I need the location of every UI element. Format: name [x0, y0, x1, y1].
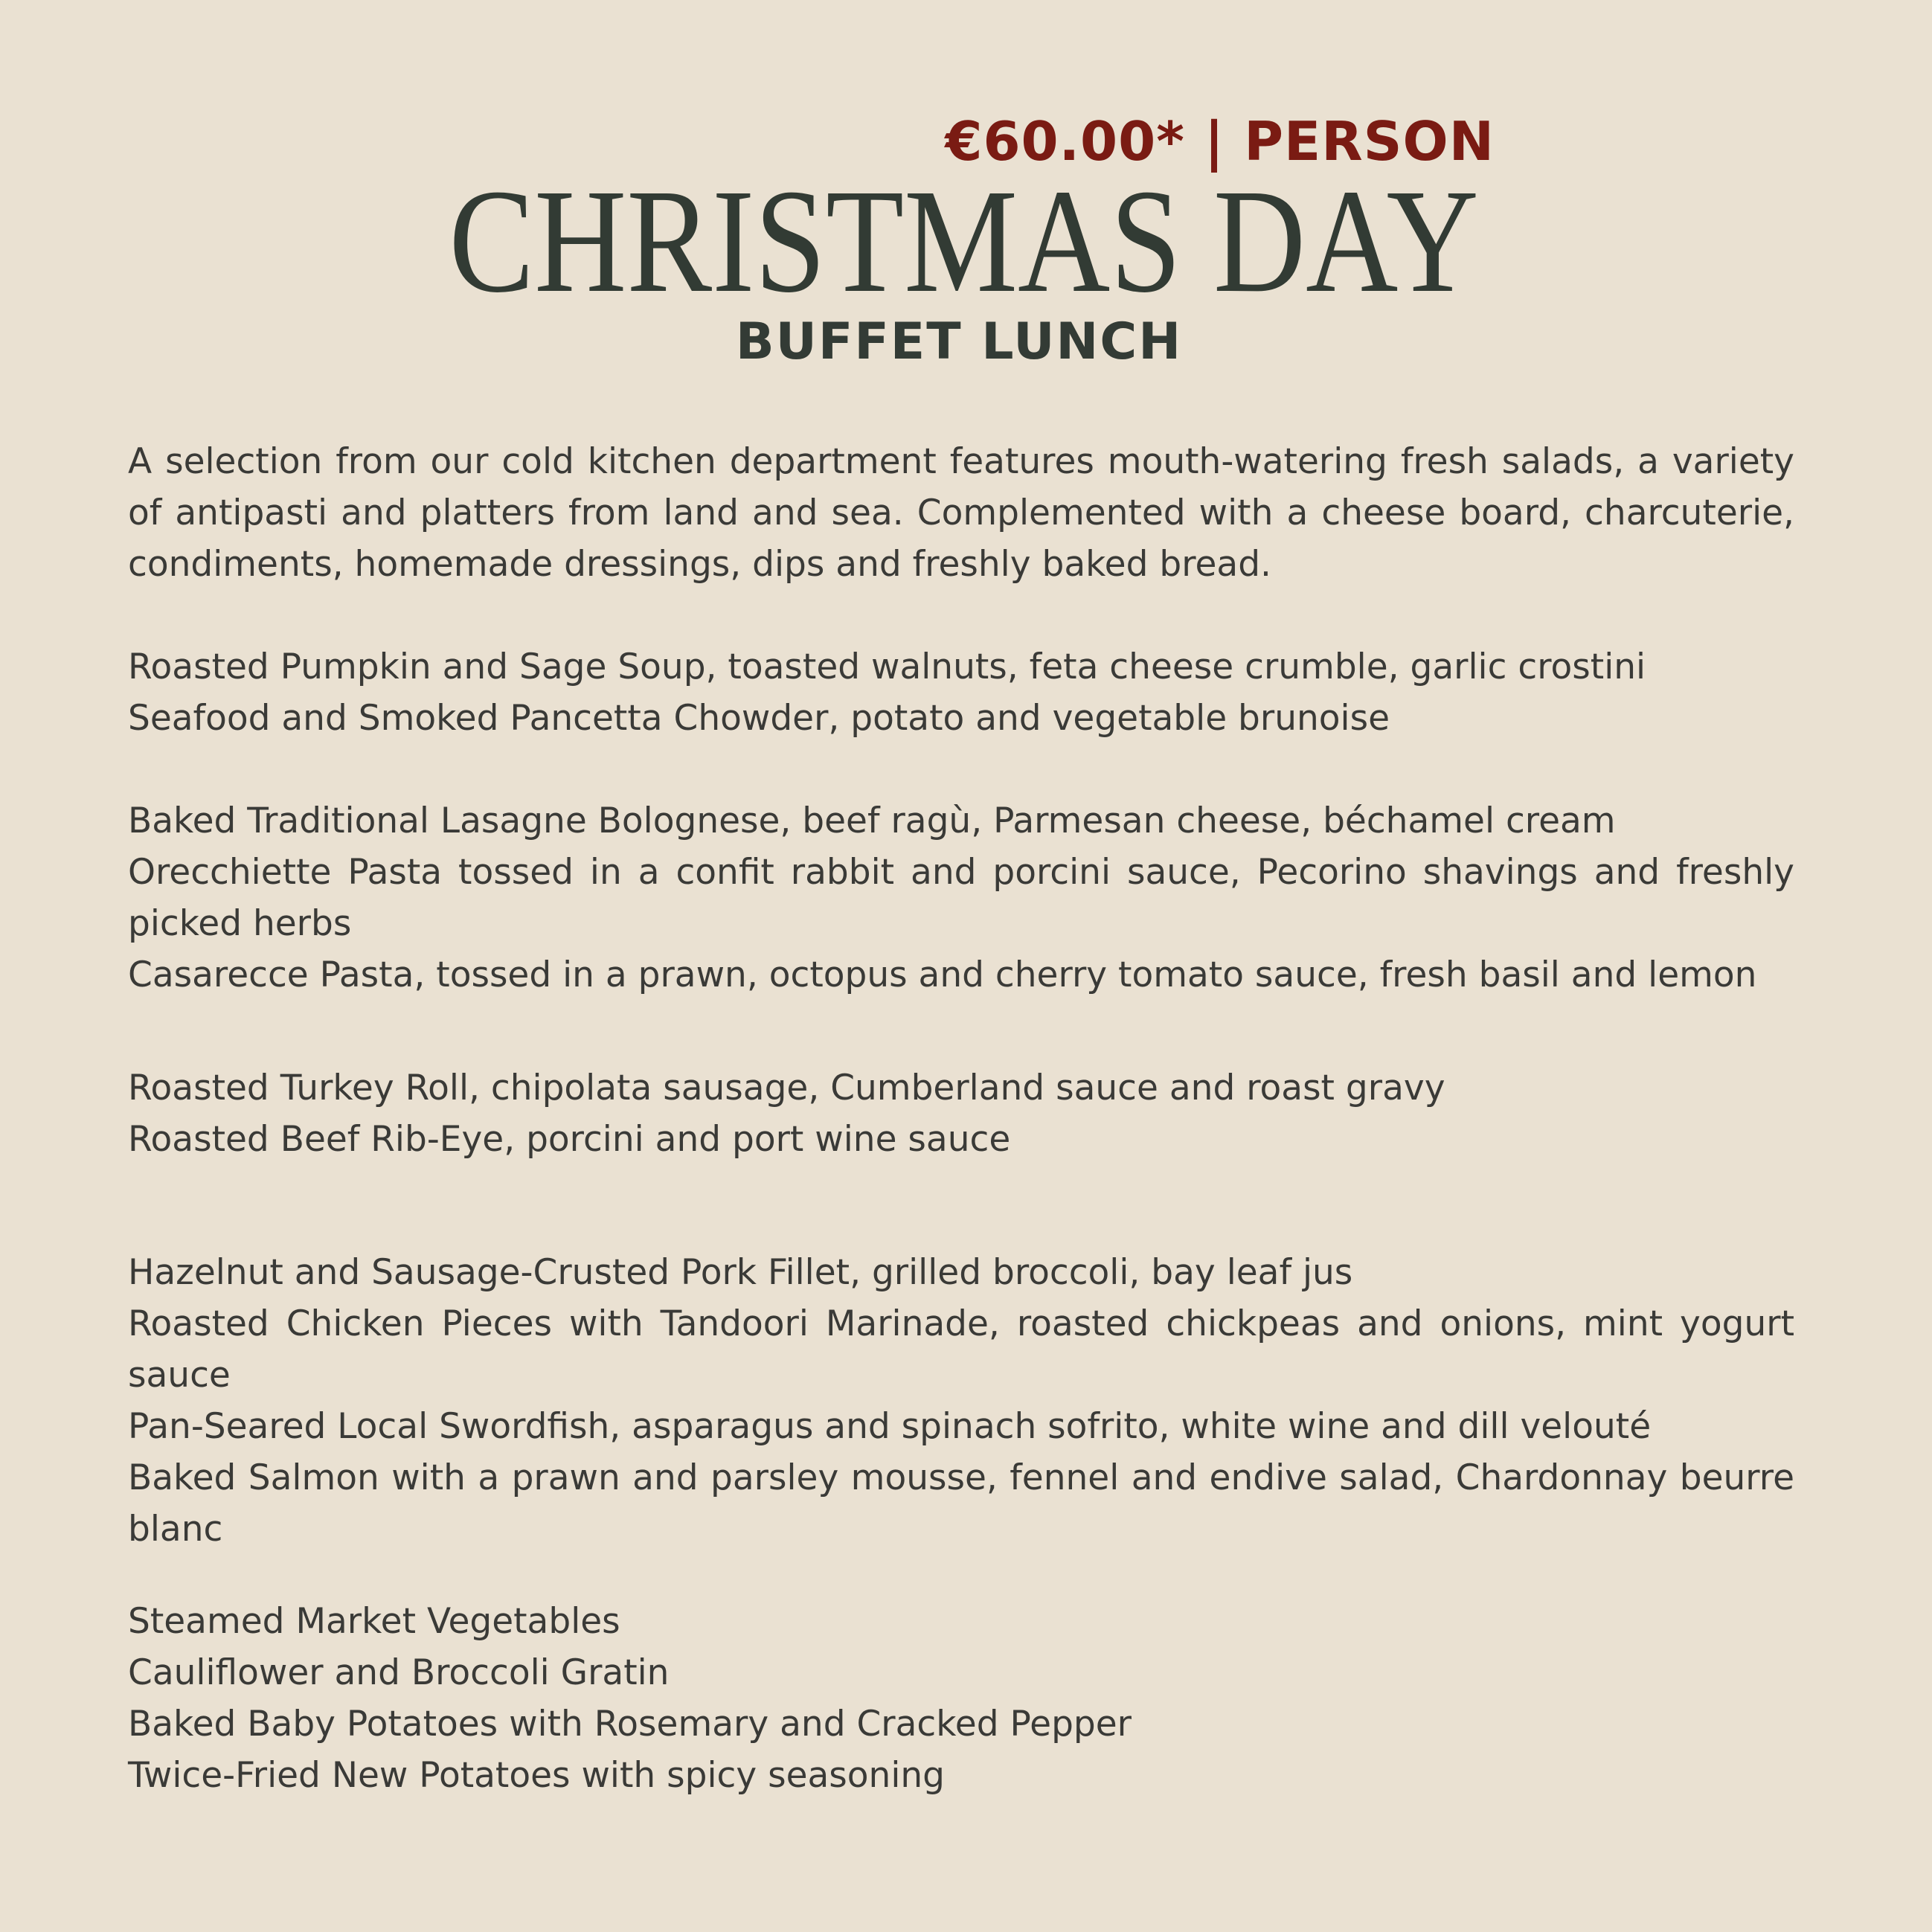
menu-item: Baked Traditional Lasagne Bolognese, beef ragù, Parmesan cheese, béchamel cream [128, 800, 1616, 841]
menu-item: Pan-Seared Local Swordfish, asparagus and spinach sofrito, white wine and dill velouté [128, 1406, 1652, 1447]
menu-item: Roasted Chicken Pieces with Tandoori Marinade, roasted chickpeas and onions, mint yogurt sauce [128, 1303, 1794, 1396]
roasts-section [128, 1062, 1794, 1165]
menu-subtitle: BUFFET LUNCH [735, 312, 1183, 371]
soups-section [128, 641, 1794, 744]
menu-item: Roasted Pumpkin and Sage Soup, toasted walnuts, feta cheese crumble, garlic crostini [128, 646, 1646, 687]
menu-item: Roasted Beef Rib-Eye, porcini and port wine sauce [128, 1119, 1011, 1160]
pasta-section [128, 795, 1794, 1001]
menu-item: Casarecce Pasta, tossed in a prawn, octopus and cherry tomato sauce, fresh basil and lemon [128, 954, 1757, 995]
menu-item: Twice-Fried New Potatoes with spicy seasoning [128, 1755, 946, 1796]
menu-item: Roasted Turkey Roll, chipolata sausage, Cumberland sauce and roast gravy [128, 1068, 1445, 1108]
menu-item: Seafood and Smoked Pancetta Chowder, potato and vegetable brunoise [128, 698, 1390, 739]
menu-item: Hazelnut and Sausage-Crusted Pork Fillet, grilled broccoli, bay leaf jus [128, 1252, 1353, 1293]
intro-paragraph: A selection from our cold kitchen department features mouth-watering fresh salads, a variety of antipasti and platters from land and sea. Complemented with a cheese board, charcuterie, condiments, homemade dressings, dips and freshly baked bread. [128, 441, 1794, 585]
menu-item: Baked Baby Potatoes with Rosemary and Cracked Pepper [128, 1704, 1132, 1745]
menu-item: Steamed Market Vegetables [128, 1601, 620, 1642]
menu-item: Orecchiette Pasta tossed in a confit rabbit and porcini sauce, Pecorino shavings and freshly picked herbs [128, 852, 1794, 944]
menu-item: Cauliflower and Broccoli Gratin [128, 1652, 670, 1693]
sides-section [128, 1596, 1794, 1801]
menu-title: CHRISTMAS DAY [449, 159, 1479, 324]
mains-section [128, 1247, 1794, 1555]
price-per-person: €60.00* | PERSON [945, 110, 1495, 173]
menu-content [128, 436, 1794, 1801]
menu-item: Baked Salmon with a prawn and parsley mousse, fennel and endive salad, Chardonnay beurre blanc [128, 1457, 1794, 1550]
